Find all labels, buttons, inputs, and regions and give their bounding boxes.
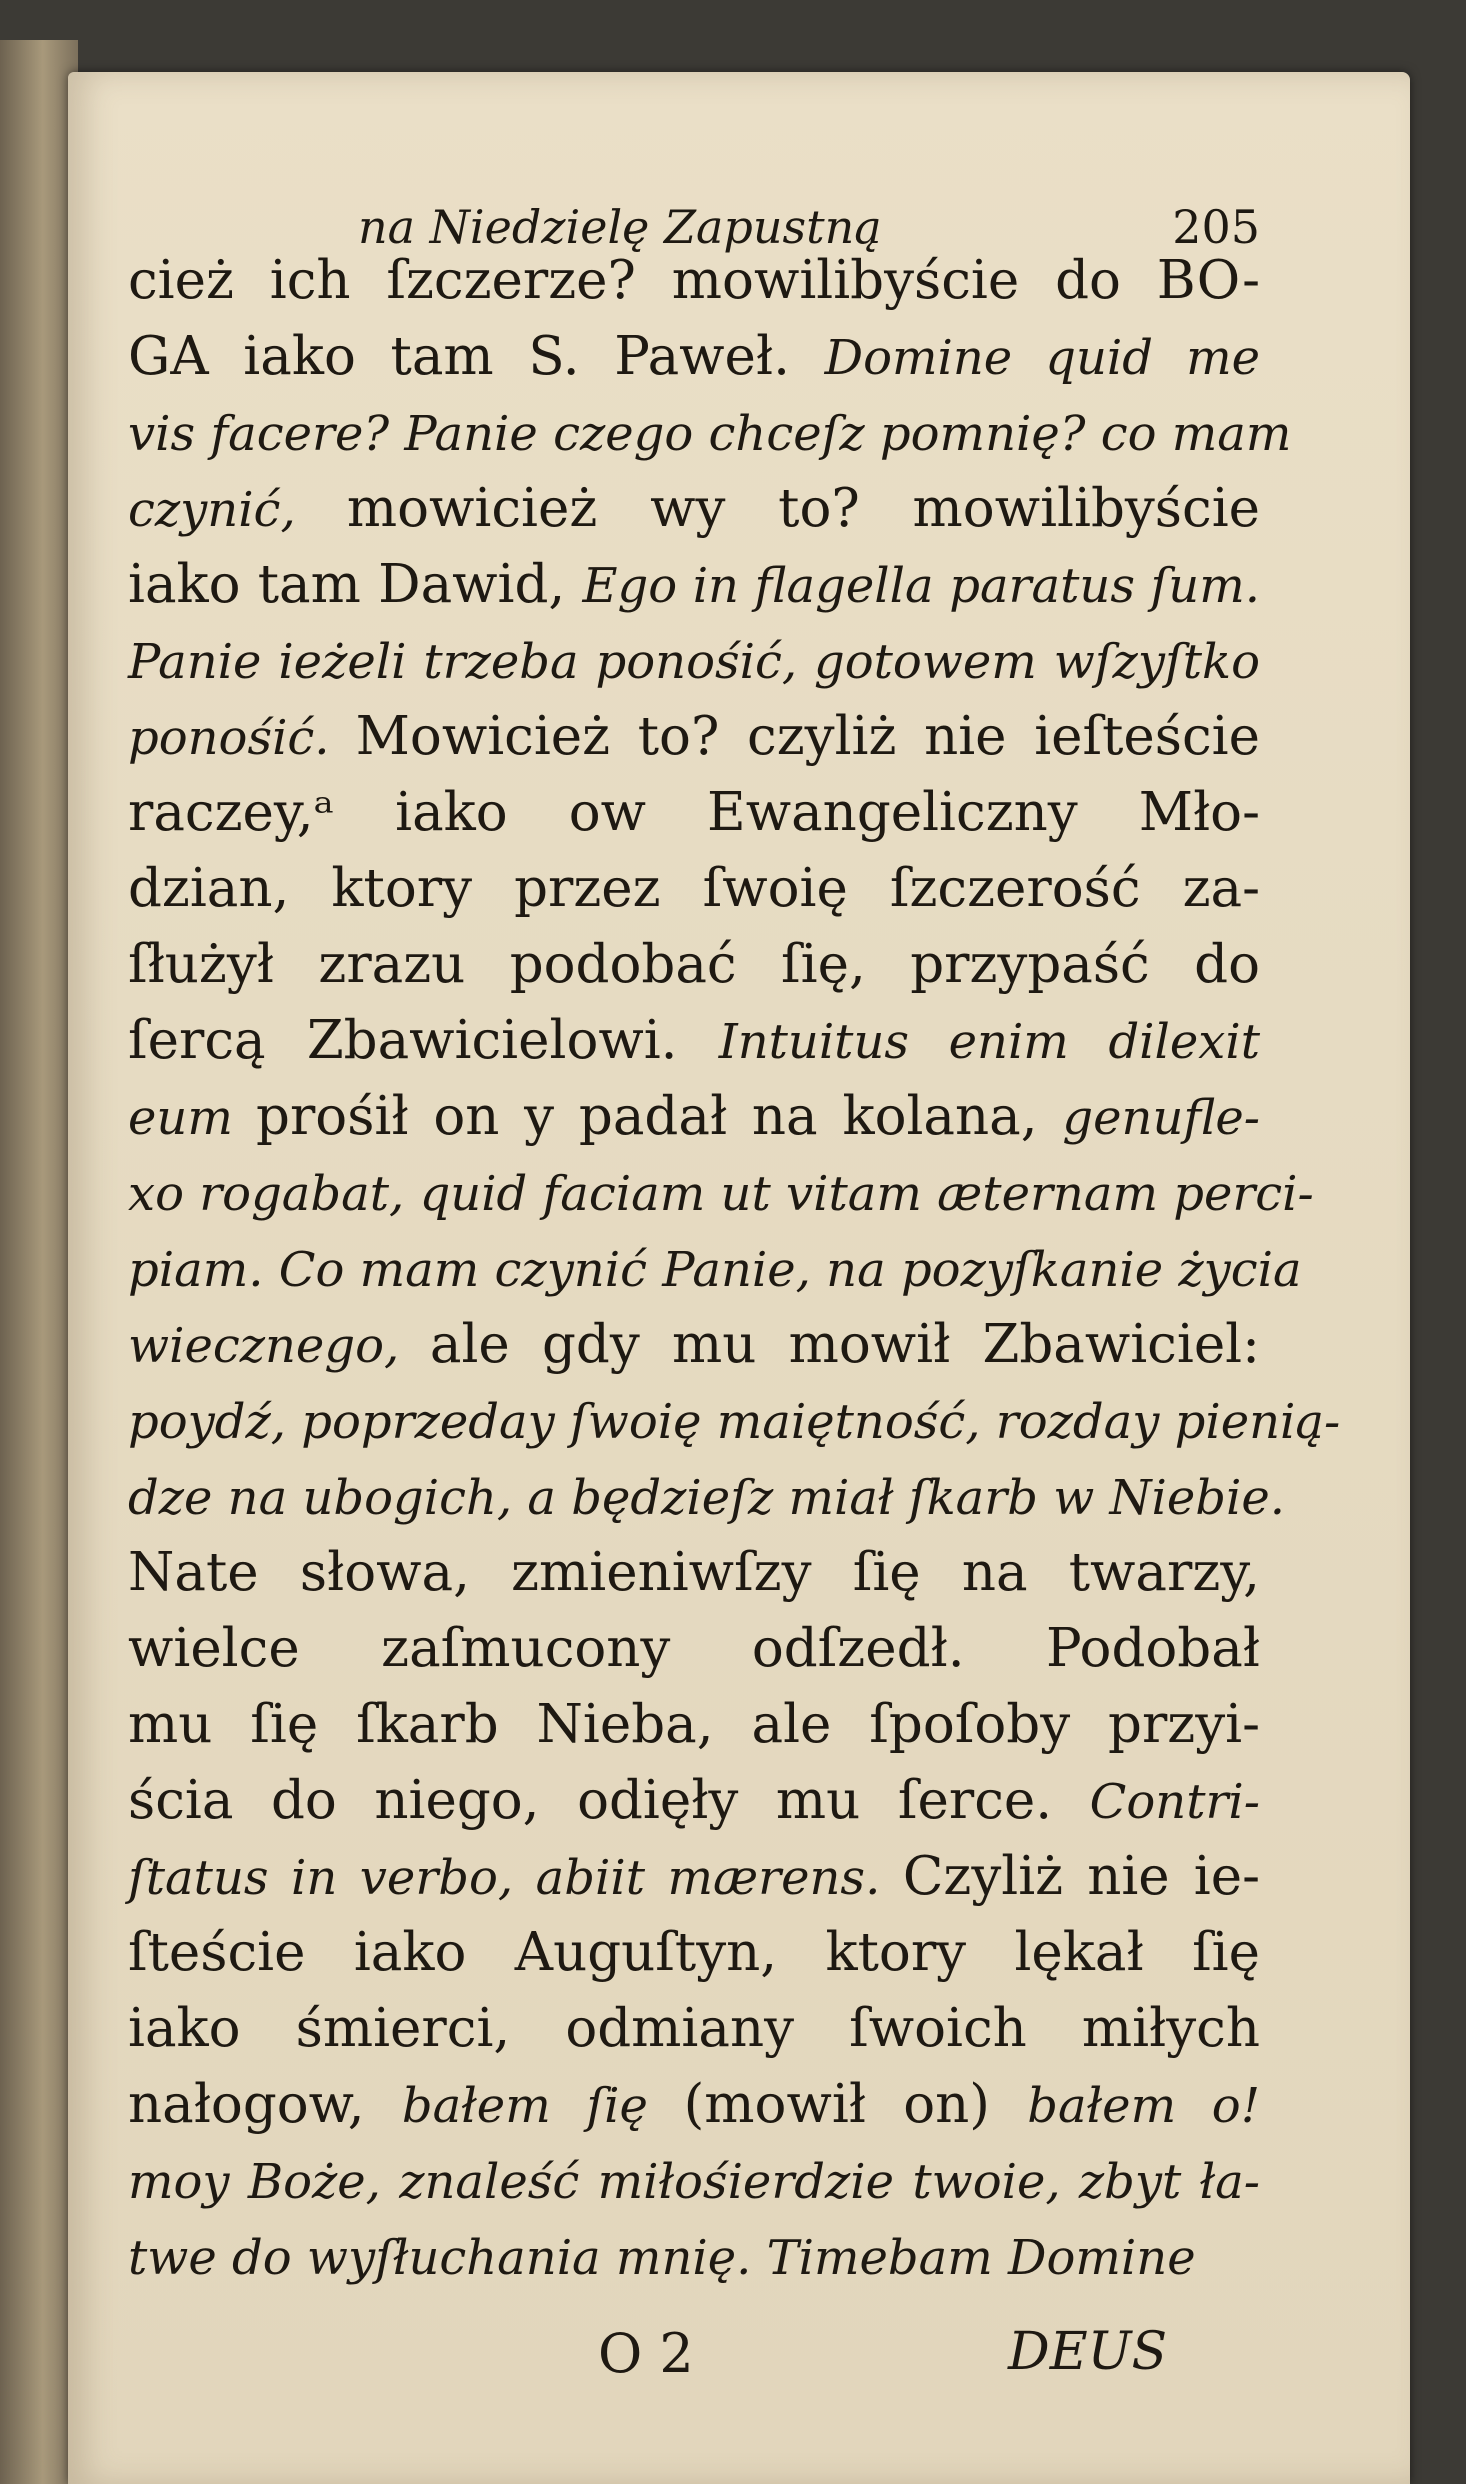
text-line — [128, 1458, 1286, 1536]
text-line — [128, 546, 1260, 624]
text-line — [128, 2218, 1260, 2296]
roman-text: prośił on y padał na kolana, — [256, 1086, 1063, 1147]
text-line — [128, 1078, 1260, 1156]
italic-text: eum — [128, 1090, 257, 1146]
left-page-edge — [0, 40, 78, 2484]
text-line — [128, 1838, 1260, 1916]
text-line — [128, 926, 1260, 1004]
text-line — [128, 2066, 1260, 2144]
italic-text: czynić, — [128, 482, 347, 538]
text-line — [128, 1306, 1260, 1384]
roman-text: wielce zaſmucony odſzedł. Podobał — [128, 1618, 1260, 1679]
italic-text: wiecznego, — [128, 1318, 430, 1374]
roman-text: Mowicież to? czyliż nie ieſteście — [355, 706, 1260, 767]
roman-text: dzian, ktory przez ſwoię ſzczerość za- — [128, 858, 1260, 919]
italic-text: Panie ieżeli trzeba ponośić, gotowem wſzyſtko — [128, 634, 1260, 690]
roman-text: ścia do niego, odięły mu ſerce. — [128, 1770, 1090, 1831]
roman-text: ſteście iako Auguſtyn, ktory lękał ſię — [128, 1922, 1260, 1983]
italic-text: ſtatus in verbo, abiit mærens. — [128, 1850, 903, 1906]
italic-text: genuflе- — [1062, 1090, 1260, 1146]
italic-text: Ego in flagella paratus ſum. — [582, 558, 1260, 614]
roman-text: cież ich ſzczerze? mowilibyście do BO- — [128, 250, 1260, 311]
roman-text: mu ſię ſkarb Nieba, ale ſpoſoby przyi- — [128, 1694, 1260, 1755]
italic-text: Domine quid me — [824, 330, 1261, 386]
book-page — [68, 72, 1410, 2484]
text-line — [128, 1230, 1302, 1308]
roman-text: Czyliż nie ie- — [902, 1846, 1260, 1907]
roman-text: ſercą Zbawicielowi. — [128, 1010, 719, 1071]
text-line — [128, 470, 1260, 548]
text-line — [128, 1610, 1260, 1688]
roman-text: ale gdy mu mowił Zbawiciel: — [429, 1314, 1260, 1375]
text-line — [128, 2142, 1260, 2220]
italic-text: moy Boże, znaleść miłośierdzie twoie, zbyt ła- — [128, 2154, 1260, 2210]
text-line — [128, 850, 1260, 928]
italic-text: xo rogabat, quid faciam ut vitam æternam perci- — [128, 1166, 1314, 1222]
text-line — [128, 1990, 1260, 2068]
text-line — [128, 242, 1260, 320]
text-line — [128, 1762, 1260, 1840]
roman-text: iako śmierci, odmiany ſwoich miłych — [128, 1998, 1260, 2059]
italic-text: Intuitus enim dilexit — [718, 1014, 1260, 1070]
italic-text: Contri- — [1089, 1774, 1260, 1830]
italic-text: bałem ſię — [401, 2078, 684, 2134]
text-line — [128, 622, 1260, 700]
text-line — [128, 774, 1260, 852]
text-line — [128, 318, 1260, 396]
text-line — [128, 1534, 1260, 1612]
roman-text: (mowił on) — [683, 2074, 1028, 2135]
italic-text: ponośić. — [128, 710, 356, 766]
italic-text: vis facere? Panie czego chceſz pomnię? co mam — [128, 406, 1292, 462]
page-number: 205 — [1172, 200, 1260, 254]
italic-text: bałem o! — [1027, 2078, 1260, 2134]
roman-text: ſłużył zrazu podobać ſię, przypaść do — [128, 934, 1260, 995]
text-line — [128, 1382, 1341, 1460]
roman-text: Nate słowa, zmieniwſzy ſię na twarzy, — [128, 1542, 1260, 1603]
text-line — [128, 698, 1260, 776]
italic-text: poydź, poprzeday ſwoię maiętność, rozday pienią- — [128, 1394, 1341, 1450]
italic-text: piam. Co mam czynić Panie, na pozyſkanie życia — [128, 1242, 1302, 1298]
roman-text: iako tam Dawid, — [128, 554, 583, 615]
roman-text: raczey,ᵃ iako ow Ewangeliczny Mło- — [128, 782, 1260, 843]
catchword: DEUS — [1008, 2322, 1168, 2382]
roman-text: nałogow, — [128, 2074, 402, 2135]
text-line — [128, 1686, 1260, 1764]
roman-text: GA iako tam S. Paweł. — [128, 326, 825, 387]
text-line — [128, 1154, 1314, 1232]
running-title: na Niedzielę Zapustną — [358, 200, 882, 254]
signature-mark: O 2 — [598, 2322, 694, 2385]
roman-text: mowicież wy to? mowilibyście — [346, 478, 1261, 539]
italic-text: dze na ubogich, a będzieſz miał ſkarb w Niebie. — [128, 1470, 1286, 1526]
text-line — [128, 1914, 1260, 1992]
italic-text: twe do wyſłuchania mnię. Timebam Domine — [128, 2230, 1196, 2286]
text-line — [128, 1002, 1260, 1080]
text-line — [128, 394, 1292, 472]
